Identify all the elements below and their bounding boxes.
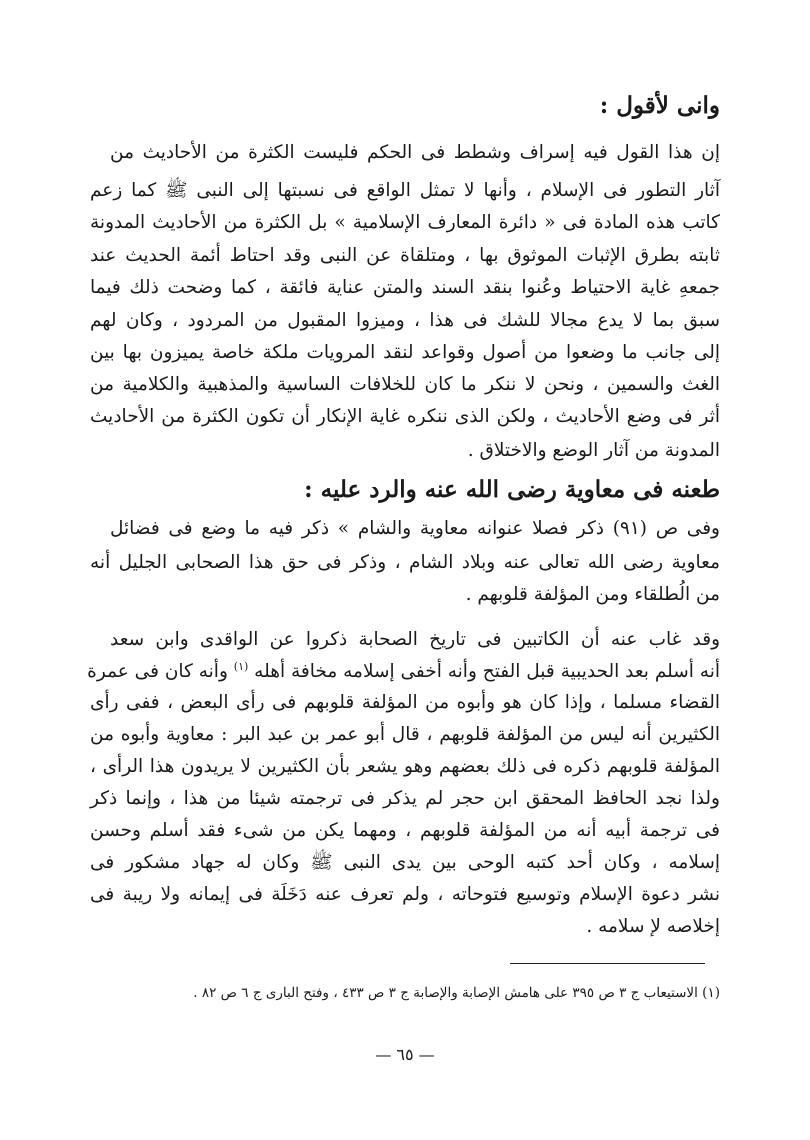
text-line-with-footnote-ref	[87, 660, 720, 683]
text-line: إن هذا القول فيه إسراف وشطط فى الحكم فليست الكثرة من الأحاديث من	[110, 142, 720, 163]
text-segment: أنه أسلم بعد الحديبية قبل الفتح وأنه أخفى إسلامه مخافة أهله	[248, 661, 720, 683]
text-line: وفى ص (٩١) ذكر فصلا عنوانه معاوية والشام » ذكر فيه ما وضع فى فضائل	[110, 518, 720, 539]
heading-muawiya: طعنه فى معاوية رضى الله عنه والرد عليه :	[304, 476, 720, 503]
text-line: جمعهِ غاية الاحتياط وعُنوا بنقد السند والمتن عناية فائقة ، كما وضحت ذلك فيما	[90, 277, 720, 298]
text-line: كاتب هذه المادة فى « دائرة المعارف الإسلامية » بل الكثرة من الأحاديث المدونة	[90, 212, 720, 233]
text-line: المؤلفة قلوبهم ذكره فى ذلك بعضهم وهو يشعر بأن الكثيرين لا يريدون هذا الرأى ،	[90, 756, 720, 777]
text-line: أثر فى وضع الأحاديث ، ولكن الذى ننكره غاية الإنكار أن تكون الكثرة من الأحاديث	[90, 406, 720, 427]
text-segment: وأنه كان فى عمرة	[87, 661, 234, 683]
text-line: إلى جانب ما وضعوا من أصول وقواعد لنقد المرويات ملكة خاصة يميزون بها بين	[90, 342, 720, 363]
text-line: المدونة من آثار الوضع والاختلاق .	[467, 440, 720, 461]
footnote-separator	[510, 963, 705, 964]
text-line: معاوية رضى الله تعالى عنه وبلاد الشام ، وذكر فى حق هذا الصحابى الجليل أنه	[90, 552, 720, 573]
text-line: وقد غاب عنه أن الكاتبين فى تاريخ الصحابة ذكروا عن الواقدى وابن سعد	[110, 629, 720, 650]
text-line: القضاء مسلما ، وإذا كان هو وأبوه من المؤلفة قلوبهم فى رأى البعض ، ففى رأى	[90, 692, 720, 713]
text-line: إسلامه ، وكان أحد كتبه الوحى بين يدى النبى ﷺ وكان له جهاد مشكور فى	[90, 852, 720, 873]
text-line: فى ترجمة أبيه أنه من المؤلفة قلوبهم ، ومهما يكن من شىء فقد أسلم وحسن	[90, 820, 720, 841]
footnote-reference: (١)	[233, 660, 249, 673]
text-line: إخلاصه لإ سلامه .	[586, 916, 720, 937]
text-line: سبق بما لا يدع مجالا للشك فى هذا ، وميزوا المقبول من المردود ، وكان لهم	[90, 310, 720, 331]
text-line: ولذا نجد الحافظ المحقق ابن حجر لم يذكر فى ترجمته شيئا من هذا ، وإنما ذكر	[90, 788, 720, 809]
text-line: ثابته بطرق الإثبات الموثوق بها ، ومتلقاة عن النبى وقد احتاط أئمة الحديث عند	[90, 245, 720, 266]
text-line: آثار التطور فى الإسلام ، وأنها لا تمثل الواقع فى نسبتها إلى النبى ﷺ كما زعم	[90, 180, 720, 201]
heading-my-opinion: وانى لأقول :	[599, 92, 720, 119]
footnote: (١) الاستيعاب ج ٣ ص ٣٩٥ على هامش الإصابة والإصابة ج ٣ ص ٤٣٣ ، وفتح البارى ج ٦ ص ٨٢ .	[193, 985, 720, 1001]
text-line: الكثيرين أنه ليس من المؤلفة قلوبهم ، قال أبو عمر بن عبد البر : معاوية وأبوه من	[90, 724, 720, 745]
page-number: — ٦٥ —	[375, 1045, 435, 1064]
text-line: من الُطلقاء ومن المؤلفة قلوبهم .	[465, 584, 720, 605]
text-line: نشر دعوة الإسلام وتوسيع فتوحاته ، ولم تعرف عنه دَخَلَة فى إيمانه ولا ريبة فى	[90, 884, 720, 905]
text-line: الغث والسمين ، ونحن لا ننكر ما كان للخلافات الساسية والمذهبية والكلامية من	[90, 374, 720, 395]
